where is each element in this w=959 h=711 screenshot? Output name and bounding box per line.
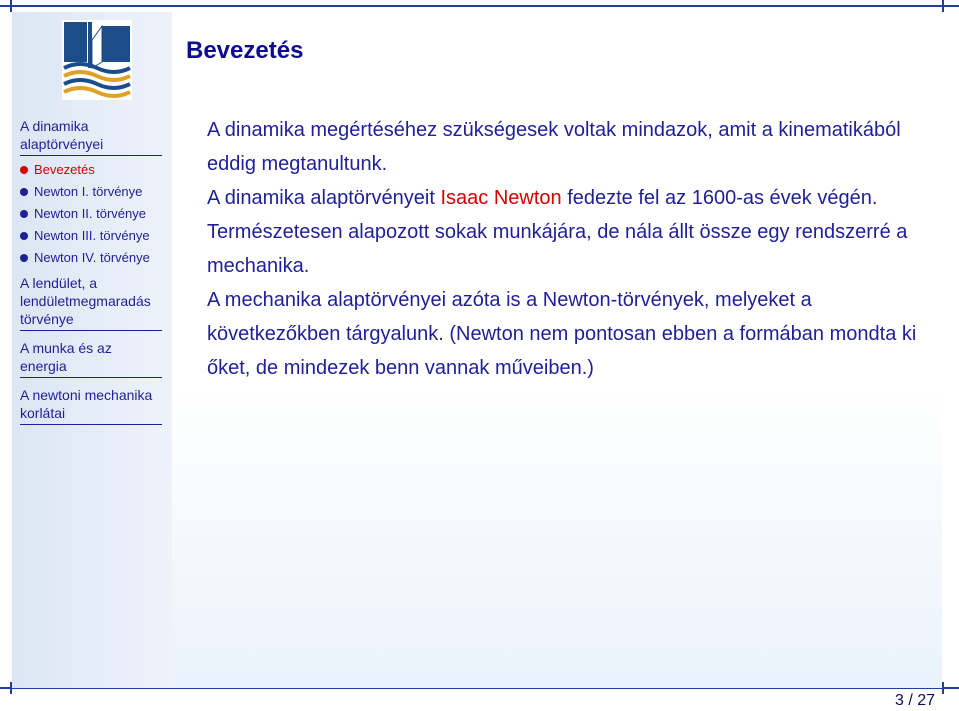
top-left-tick bbox=[10, 0, 12, 12]
bullet-icon bbox=[20, 210, 28, 218]
nav-section-dynamics[interactable]: A dinamika alaptörvényei bbox=[20, 115, 162, 156]
slide-title: Bevezetés bbox=[186, 37, 304, 64]
paragraph-1: A dinamika megértéséhez szükségesek voltak mindazok, amit a kinematikából eddig megtanultunk. bbox=[207, 119, 901, 175]
paragraph-2 bbox=[207, 181, 927, 283]
nav-sub-label: Newton IV. törvénye bbox=[34, 250, 150, 265]
nav-section-work-energy[interactable]: A munka és az energia bbox=[20, 337, 162, 378]
nav-sub-newton-1[interactable] bbox=[20, 184, 162, 200]
bullet-icon bbox=[20, 254, 28, 262]
nav-sub-label: Newton I. törvénye bbox=[34, 184, 143, 199]
nav-sub-label: Newton III. törvénye bbox=[34, 228, 150, 243]
university-logo bbox=[62, 20, 132, 100]
nav-section-limits[interactable]: A newtoni mechanika korlátai bbox=[20, 384, 162, 425]
nav-sub-label: Bevezetés bbox=[34, 162, 95, 177]
sidebar-nav bbox=[20, 115, 162, 431]
bullet-icon bbox=[20, 232, 28, 240]
paragraph-3: A mechanika alaptörvényei azóta is a Newton-törvények, melyeket a következőkben tárgyalunk. (Newton nem pontosan ebben a formában mondta ki őket, de mindezek benn vannak műveiben.) bbox=[207, 289, 917, 379]
nav-section-momentum[interactable]: A lendület, a lendületmegmaradás törvénye bbox=[20, 272, 162, 331]
nav-sub-intro[interactable] bbox=[20, 162, 162, 178]
nav-sub-newton-2[interactable] bbox=[20, 206, 162, 222]
bullet-icon bbox=[20, 166, 28, 174]
paragraph-2-start: A dinamika alaptörvényeit bbox=[207, 187, 441, 209]
paragraph-2-end: fedezte fel az 1600-as évek végén. Természetesen alapozott sokak munkájára, de nála állt össze egy rendszerré a mechanika. bbox=[207, 187, 908, 277]
bullet-icon bbox=[20, 188, 28, 196]
nav-sub-newton-3[interactable] bbox=[20, 228, 162, 244]
nav-sub-label: Newton II. törvénye bbox=[34, 206, 146, 221]
top-rule bbox=[0, 5, 959, 7]
newton-link[interactable]: Isaac Newton bbox=[440, 187, 562, 209]
page-number: 3 / 27 bbox=[894, 692, 935, 709]
bottom-right-tick bbox=[942, 682, 944, 694]
slide-body bbox=[207, 113, 927, 385]
top-right-tick bbox=[942, 0, 944, 12]
nav-sub-newton-4[interactable] bbox=[20, 250, 162, 266]
